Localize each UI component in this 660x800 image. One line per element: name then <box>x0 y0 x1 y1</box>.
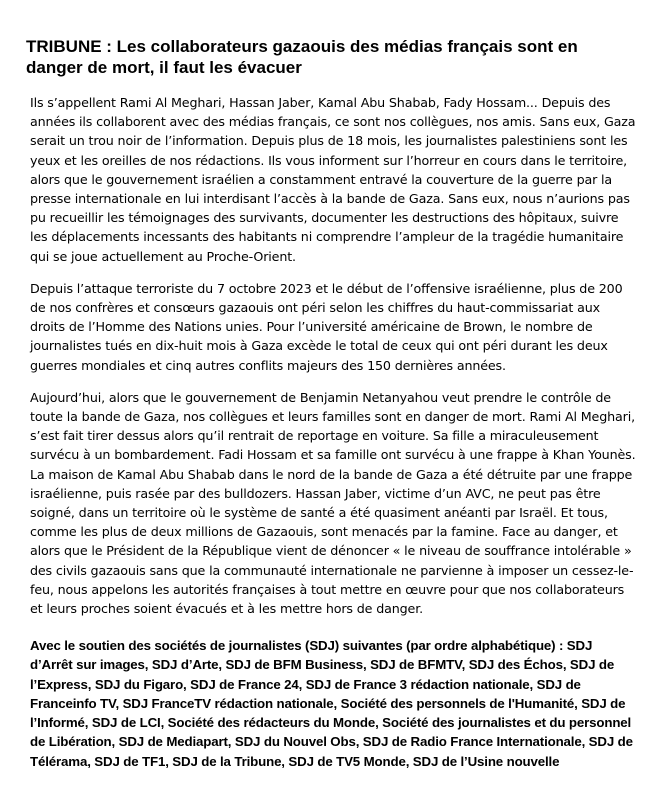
article-body <box>26 93 636 771</box>
support-list: Avec le soutien des sociétés de journalistes (SDJ) suivantes (par ordre alphabétique) : SDJ d’Arrêt sur images, SDJ d’Arte, SDJ de BFM Business, SDJ de BFMTV, SDJ des Échos, SDJ de l’Express, SDJ du Figaro, SDJ de France 24, SDJ de France 3 rédaction nationale, SDJ de Franceinfo TV, SDJ FranceTV rédaction nationale, Société des personnels de l'Humanité, SDJ de l’Informé, SDJ de LCI, Société des rédacteurs du Monde, Société des journalistes et du personnel de Libération, SDJ de Mediapart, SDJ du Nouvel Obs, SDJ de Radio France Internationale, SDJ de Télérama, SDJ de TF1, SDJ de la Tribune, SDJ de TV5 Monde, SDJ de l’Usine nouvelle <box>30 638 633 769</box>
article-title: TRIBUNE : Les collaborateurs gazaouis des médias français sont en danger de mort, il faut les évacuer <box>26 37 578 77</box>
article <box>26 36 636 771</box>
paragraph-2: Depuis l’attaque terroriste du 7 octobre 2023 et le début de l’offensive israélienne, plus de 200 de nos confrères et consœurs gazaouis ont péri selon les chiffres du haut-commissariat aux droits de l’Homme des Nations unies. Pour l’université américaine de Brown, le nombre de journalistes tués en dix-huit mois à Gaza excède le total de ceux qui ont péri durant les deux guerres mondiales et cinq autres conflits majeurs des 150 dernières années. <box>30 280 623 373</box>
paragraph-1: Ils s’appellent Rami Al Meghari, Hassan Jaber, Kamal Abu Shabab, Fady Hossam... Depuis des années ils collaborent avec des médias français, ce sont nos collègues, nos amis. Sans eux, Gaza serait un trou noir de l’information. Depuis plus de 18 mois, les journalistes palestiniens sont les yeux et les oreilles de nos rédactions. Ils vous informent sur l’horreur en cours dans le territoire, alors que le gouvernement israélien a constamment entravé la couverture de la guerre par la presse internationale en lui interdisant l’accès à la bande de Gaza. Sans eux, nous n’aurions pas pu recueillir les témoignages des survivants, documenter les destructions des hôpitaux, suivre les déplacements incessants des habitants ni comprendre l’ampleur de la tragédie humanitaire qui se joue actuellement au Proche-Orient. <box>30 95 636 264</box>
paragraph-3: Aujourd’hui, alors que le gouvernement de Benjamin Netanyahou veut prendre le contrôle de toute la bande de Gaza, nos collègues et leurs familles sont en danger de mort. Rami Al Meghari, s’est fait tirer dessus alors qu’il rentrait de reportage en voiture. Sa fille a miraculeusement survécu à un bombardement. Fadi Hossam et sa famille ont survécu à une frappe à Khan Younès. La maison de Kamal Abu Shabab dans le nord de la bande de Gaza a été détruite par une frappe israélienne, puis rasée par des bulldozers. Hassan Jaber, victime d’un AVC, ne peut pas être soigné, dans un territoire où le système de santé a été quasiment anéanti par Israël. Et tous, comme les plus de deux millions de Gazaouis, sont menacés par la famine. Face au danger, et alors que le Président de la République vient de dénoncer « le niveau de souffrance intolérable » des civils gazaouis sans que la communauté internationale ne parvienne à imposer un cessez-le-feu, nous appelons les autorités françaises à tout mettre en œuvre pour que nos collaborateurs et leurs proches soient évacués et à les mettre hors de danger. <box>30 389 636 617</box>
